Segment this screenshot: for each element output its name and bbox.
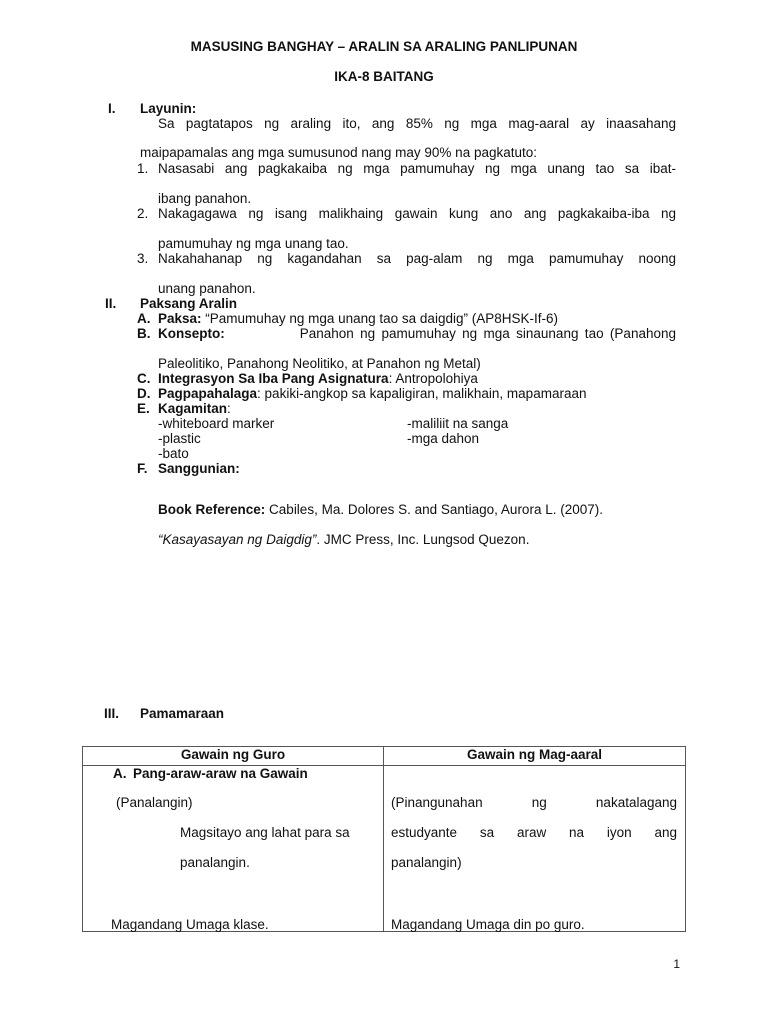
item-b-concept bbox=[158, 326, 676, 341]
objectives-intro-line2: maipapamalas ang mga sumusunod nang may 90% na pagkatuto: bbox=[140, 145, 538, 160]
item-a-letter: A. bbox=[137, 311, 151, 326]
integration-text: : Antropolohiya bbox=[388, 371, 478, 386]
topic-text: “Pamumuhay ng mga unang tao sa daigdig” (AP8HSK-If-6) bbox=[201, 311, 558, 326]
integration-label: Integrasyon Sa Iba Pang Asignatura bbox=[158, 371, 389, 386]
section-1-heading: Layunin: bbox=[140, 101, 197, 116]
item-a-topic bbox=[158, 311, 558, 326]
objective-1-line1: Nasasabi ang pagkakaiba ng mga pamumuhay ng mga unang tao sa ibat- bbox=[158, 161, 676, 176]
materials-label: Kagamitan bbox=[158, 401, 228, 416]
material-item: -mga dahon bbox=[407, 431, 480, 446]
teacher-instruction-line1: Magsitayo ang lahat para sa bbox=[180, 825, 350, 840]
student-response-line1: (Pinangunahan ng nakatalagang bbox=[391, 795, 677, 810]
section-3-heading: Pamamaraan bbox=[140, 706, 225, 721]
section-2-heading: Paksang Aralin bbox=[140, 296, 238, 311]
student-cell bbox=[384, 766, 686, 932]
student-greeting: Magandang Umaga din po guro. bbox=[391, 917, 585, 932]
material-item: -plastic bbox=[158, 431, 201, 446]
book-reference-label: Book Reference: bbox=[158, 502, 266, 517]
daily-routine-heading: Pang-araw-araw na Gawain bbox=[133, 766, 308, 781]
grade-level: IKA-8 BAITANG bbox=[334, 69, 434, 84]
book-reference bbox=[158, 502, 603, 517]
objective-2-number: 2. bbox=[137, 206, 149, 221]
item-e-letter: E. bbox=[137, 401, 150, 416]
item-e-materials bbox=[158, 401, 231, 416]
materials-colon: : bbox=[227, 401, 231, 416]
document-title: MASUSING BANGHAY – ARALIN SA ARALING PANLIPUNAN bbox=[190, 39, 578, 54]
objective-3-line1: Nakahahanap ng kagandahan sa pag-alam ng mga pamumuhay noong bbox=[158, 251, 676, 266]
item-d-values bbox=[158, 386, 586, 401]
student-response-line2: estudyante sa araw na iyon ang bbox=[391, 825, 677, 840]
values-text: : pakiki-angkop sa kapaligiran, malikhain, mapamaraan bbox=[257, 386, 587, 401]
concept-label: Konsepto: bbox=[158, 326, 225, 341]
item-c-letter: C. bbox=[137, 371, 151, 386]
material-item: -whiteboard marker bbox=[158, 416, 275, 431]
objective-3-number: 3. bbox=[137, 251, 149, 266]
teacher-instruction-line2: panalangin. bbox=[180, 855, 250, 870]
topic-label: Paksa: bbox=[158, 311, 202, 326]
section-2-numeral: II. bbox=[105, 296, 117, 311]
teacher-cell bbox=[83, 766, 384, 932]
daily-routine-letter: A. bbox=[113, 766, 127, 781]
teacher-greeting: Magandang Umaga klase. bbox=[111, 917, 269, 932]
book-title: “Kasayasayan ng Daigdig” bbox=[158, 532, 317, 547]
concept-text-line1: Panahon ng pamumuhay ng mga sinaunang tao (Panahong bbox=[299, 326, 676, 341]
teacher-prayer-label: (Panalangin) bbox=[116, 795, 193, 810]
student-response-line3: panalangin) bbox=[391, 855, 462, 870]
book-publisher: . JMC Press, Inc. Lungsod Quezon. bbox=[316, 532, 530, 547]
values-label: Pagpapahalaga bbox=[158, 386, 258, 401]
procedure-table bbox=[82, 746, 686, 932]
item-d-letter: D. bbox=[137, 386, 151, 401]
item-c-integration bbox=[158, 371, 478, 386]
material-item: -bato bbox=[158, 446, 189, 461]
student-column-header: Gawain ng Mag-aaral bbox=[384, 747, 686, 766]
item-f-letter: F. bbox=[137, 461, 148, 476]
objective-2-line1: Nakagagawa ng isang malikhaing gawain kung ano ang pagkakaiba-iba ng bbox=[158, 206, 676, 221]
item-b-letter: B. bbox=[137, 326, 151, 341]
objectives-intro-line1: Sa pagtatapos ng araling ito, ang 85% ng mga mag-aaral ay inaasahang bbox=[158, 116, 676, 131]
book-reference-title-line bbox=[158, 532, 529, 547]
teacher-column-header: Gawain ng Guro bbox=[83, 747, 384, 766]
objective-2-line2: pamumuhay ng mga unang tao. bbox=[158, 236, 349, 251]
references-label: Sanggunian: bbox=[158, 461, 240, 476]
material-item: -maliliit na sanga bbox=[407, 416, 509, 431]
section-3-numeral: III. bbox=[104, 706, 120, 721]
section-1-numeral: I. bbox=[108, 101, 116, 116]
book-reference-authors: Cabiles, Ma. Dolores S. and Santiago, Aurora L. (2007). bbox=[265, 502, 603, 517]
objective-3-line2: unang panahon. bbox=[158, 281, 256, 296]
objective-1-number: 1. bbox=[137, 161, 149, 176]
objective-1-line2: ibang panahon. bbox=[158, 191, 252, 206]
page-number: 1 bbox=[673, 957, 680, 971]
concept-text-line2: Paleolitiko, Panahong Neolitiko, at Panahon ng Metal) bbox=[158, 356, 481, 371]
